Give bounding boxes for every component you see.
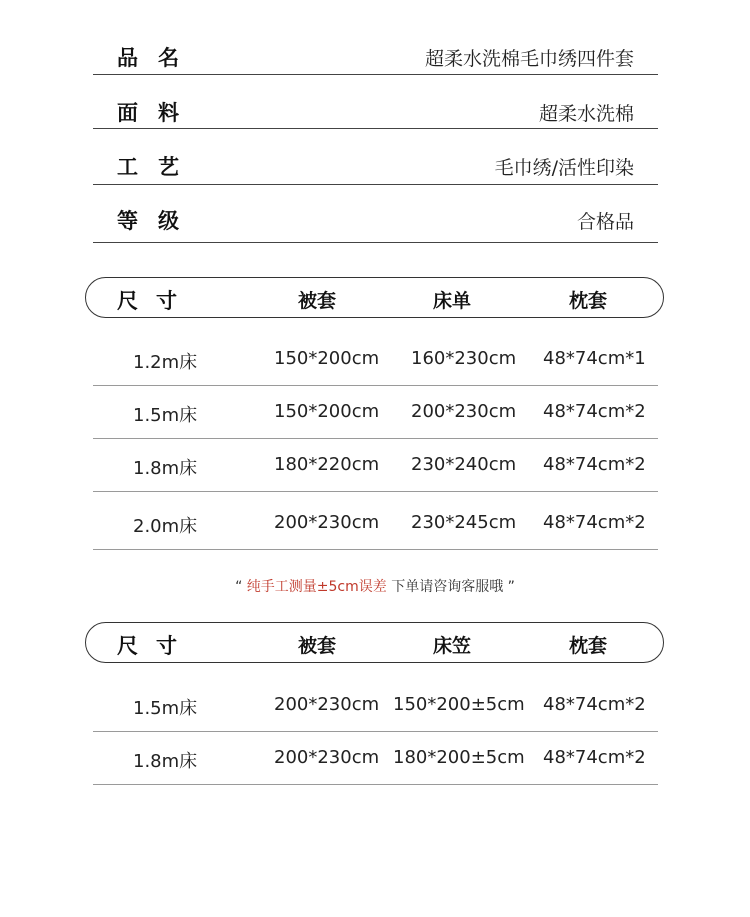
cell-duvet: 150*200cm bbox=[274, 348, 380, 369]
spec-row-grade bbox=[93, 185, 658, 243]
cell-pillowcase: 48*74cm*2 bbox=[543, 454, 646, 475]
spec-row-fabric bbox=[93, 75, 658, 129]
note-close-quote: ” bbox=[507, 579, 515, 595]
cell-size: 1.2m床 bbox=[133, 352, 198, 373]
spec-label: 面料 bbox=[117, 101, 199, 125]
spec-row-craft bbox=[93, 129, 658, 185]
note-text: 下单请咨询客服哦 bbox=[391, 579, 504, 595]
cell-size: 1.8m床 bbox=[133, 458, 198, 479]
spec-label: 等级 bbox=[117, 209, 199, 233]
header-pillowcase: 枕套 bbox=[569, 290, 608, 312]
table-row bbox=[93, 679, 658, 732]
cell-pillowcase: 48*74cm*1 bbox=[543, 348, 646, 369]
header-duvet: 被套 bbox=[298, 290, 337, 312]
spec-value: 合格品 bbox=[576, 211, 634, 233]
cell-fitted-sheet: 180*200±5cm bbox=[393, 747, 525, 768]
cell-pillowcase: 48*74cm*2 bbox=[543, 694, 646, 715]
spec-label: 工艺 bbox=[117, 155, 199, 179]
spec-value: 超柔水洗棉 bbox=[538, 103, 634, 125]
cell-pillowcase: 48*74cm*2 bbox=[543, 512, 646, 533]
cell-size: 1.8m床 bbox=[133, 751, 198, 772]
note-highlight: 纯手工测量±5cm误差 bbox=[246, 579, 387, 595]
cell-duvet: 200*230cm bbox=[274, 747, 380, 768]
cell-sheet: 230*245cm bbox=[411, 512, 517, 533]
cell-pillowcase: 48*74cm*2 bbox=[543, 401, 646, 422]
cell-pillowcase: 48*74cm*2 bbox=[543, 747, 646, 768]
cell-fitted-sheet: 150*200±5cm bbox=[393, 694, 525, 715]
measurement-note bbox=[0, 576, 750, 596]
spec-value: 超柔水洗棉毛巾绣四件套 bbox=[424, 48, 634, 70]
cell-duvet: 200*230cm bbox=[274, 512, 380, 533]
table2-header bbox=[85, 622, 664, 663]
cell-size: 2.0m床 bbox=[133, 516, 198, 537]
table1-header bbox=[85, 277, 664, 318]
spec-value: 毛巾绣/活性印染 bbox=[494, 157, 634, 179]
cell-size: 1.5m床 bbox=[133, 698, 198, 719]
table-row bbox=[93, 333, 658, 386]
note-open-quote: “ bbox=[235, 579, 243, 595]
header-sheet: 床单 bbox=[433, 290, 472, 312]
cell-sheet: 160*230cm bbox=[411, 348, 517, 369]
cell-duvet: 180*220cm bbox=[274, 454, 380, 475]
header-size: 尺寸 bbox=[117, 289, 195, 313]
spec-label: 品名 bbox=[117, 46, 199, 70]
table-row bbox=[93, 386, 658, 439]
cell-sheet: 200*230cm bbox=[411, 401, 517, 422]
header-pillowcase: 枕套 bbox=[569, 635, 608, 657]
table-row bbox=[93, 492, 658, 550]
table-row bbox=[93, 732, 658, 785]
header-fitted-sheet: 床笠 bbox=[433, 635, 472, 657]
cell-sheet: 230*240cm bbox=[411, 454, 517, 475]
header-duvet: 被套 bbox=[298, 635, 337, 657]
cell-duvet: 150*200cm bbox=[274, 401, 380, 422]
header-size: 尺寸 bbox=[117, 634, 195, 658]
cell-size: 1.5m床 bbox=[133, 405, 198, 426]
spec-row-name bbox=[93, 34, 658, 75]
cell-duvet: 200*230cm bbox=[274, 694, 380, 715]
table-row bbox=[93, 439, 658, 492]
